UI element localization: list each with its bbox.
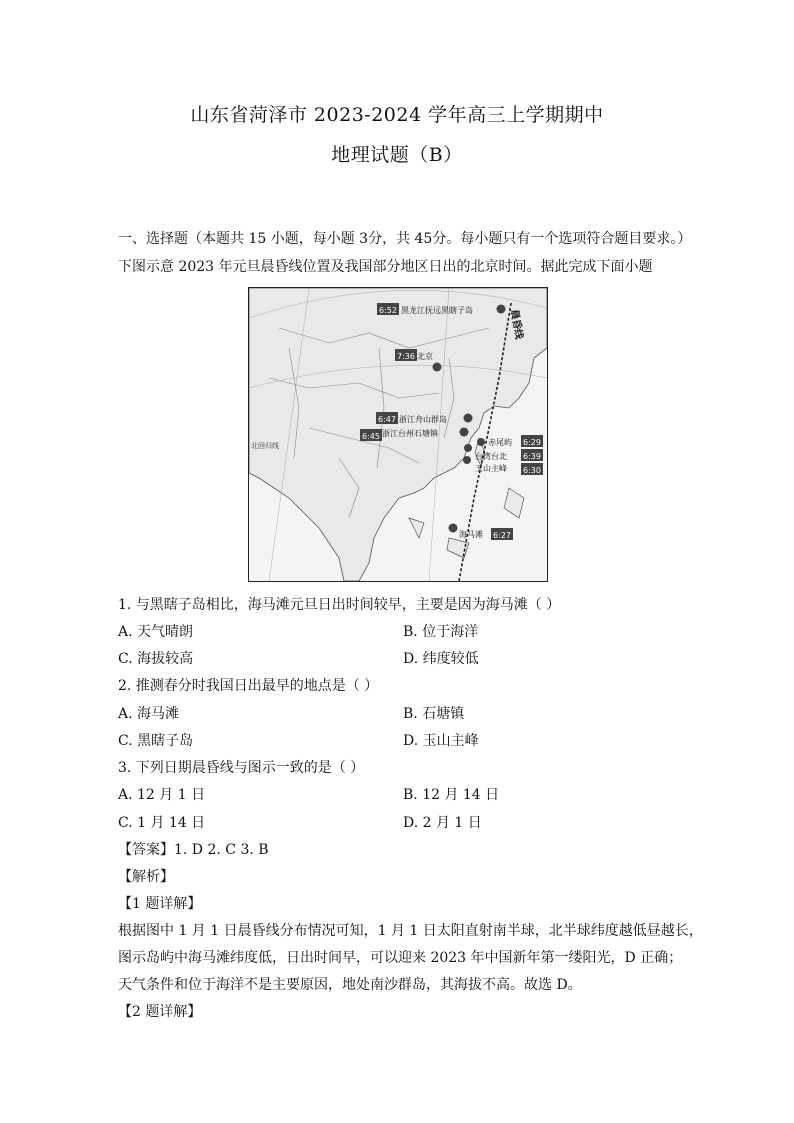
place-label: 黑龙江抚远黑瞎子岛 xyxy=(401,306,473,315)
place-dot xyxy=(464,414,473,423)
place-label: 玉山主峰 xyxy=(475,464,507,473)
place-dot xyxy=(497,305,506,314)
q1-option-b[interactable]: B. 位于海洋 xyxy=(403,624,479,640)
q3-option-c[interactable]: C. 1 月 14 日 xyxy=(118,815,206,831)
q2-option-b[interactable]: B. 石塘镇 xyxy=(403,706,465,722)
q2-option-a[interactable]: A. 海马滩 xyxy=(118,706,180,722)
detail-1-line: 根据图中 1 月 1 日晨昏线分布情况可知，1 月 1 日太阳直射南半球，北半球纬度越低昼越长， xyxy=(118,923,703,939)
terminator-label: 晨昏线 xyxy=(508,308,525,341)
detail-1-line: 图示岛屿中海马滩纬度低，日出时间早，可以迎来 2023 年中国新年第一缕阳光，D 正确； xyxy=(118,950,683,966)
place-dot xyxy=(449,524,458,533)
analysis-header: 【解析】 xyxy=(118,869,174,885)
time-badge: 6:27 xyxy=(493,531,511,540)
place-label: 浙江舟山群岛 xyxy=(399,415,447,424)
place-dot xyxy=(477,438,485,446)
place-haimatan xyxy=(449,524,514,541)
time-badge: 6:47 xyxy=(378,415,396,424)
time-badge: 6:45 xyxy=(362,432,380,441)
q3-option-d[interactable]: D. 2 月 1 日 xyxy=(403,815,482,831)
place-dot xyxy=(460,428,469,437)
time-badge: 6:30 xyxy=(523,466,541,475)
place-label: 赤尾屿 xyxy=(488,438,512,447)
question-3-stem: 3. 下列日期晨昏线与图示一致的是（ ） xyxy=(118,760,365,776)
q3-option-b[interactable]: B. 12 月 14 日 xyxy=(403,787,500,803)
doc-title: 山东省菏泽市 2023-2024 学年高三上学期期中 xyxy=(190,104,604,126)
answer-key: 【答案】1. D 2. C 3. B xyxy=(118,842,269,858)
question-1-stem: 1. 与黑瞎子岛相比，海马滩元旦日出时间较早，主要是因为海马滩（ ） xyxy=(118,597,561,613)
detail-2-header: 【2 题详解】 xyxy=(118,1004,202,1020)
place-dot xyxy=(433,363,442,372)
detail-1-line: 天气条件和位于海洋不是主要原因，地处南沙群岛，其海拔不高。故选 D。 xyxy=(118,977,582,993)
tropic-label: 北回归线 xyxy=(251,442,279,450)
q2-option-c[interactable]: C. 黑瞎子岛 xyxy=(118,733,194,749)
question-2-stem: 2. 推测春分时我国日出最早的地点是（ ） xyxy=(118,678,379,694)
time-badge: 6:29 xyxy=(523,438,541,447)
time-badge: 7:36 xyxy=(397,352,415,361)
intro-text: 下图示意 2023 年元旦晨昏线位置及我国部分地区日出的北京时间。据此完成下面小题 xyxy=(118,259,653,275)
q2-option-d[interactable]: D. 玉山主峰 xyxy=(403,733,479,749)
q1-option-c[interactable]: C. 海拔较高 xyxy=(118,651,194,667)
place-label: 北京 xyxy=(417,352,433,361)
place-dot xyxy=(464,444,472,452)
q1-option-a[interactable]: A. 天气晴朗 xyxy=(118,624,194,640)
place-dot xyxy=(463,456,471,464)
time-badge: 6:39 xyxy=(523,452,541,461)
place-label: 浙江台州石塘镇 xyxy=(382,429,438,438)
detail-1-header: 【1 题详解】 xyxy=(118,896,202,912)
section-header: 一、选择题（本题共 15 小题，每小题 3分，共 45分。每小题只有一个选项符合题目要求。） xyxy=(118,231,692,247)
terminator-map xyxy=(248,287,548,582)
doc-subtitle: 地理试题（B） xyxy=(331,144,463,166)
q1-option-d[interactable]: D. 纬度较低 xyxy=(403,651,479,667)
q3-option-a[interactable]: A. 12 月 1 日 xyxy=(118,787,206,803)
time-badge: 6:52 xyxy=(379,306,397,315)
place-label: 台湾台北 xyxy=(475,452,507,461)
place-label: 海马滩 xyxy=(459,530,483,539)
